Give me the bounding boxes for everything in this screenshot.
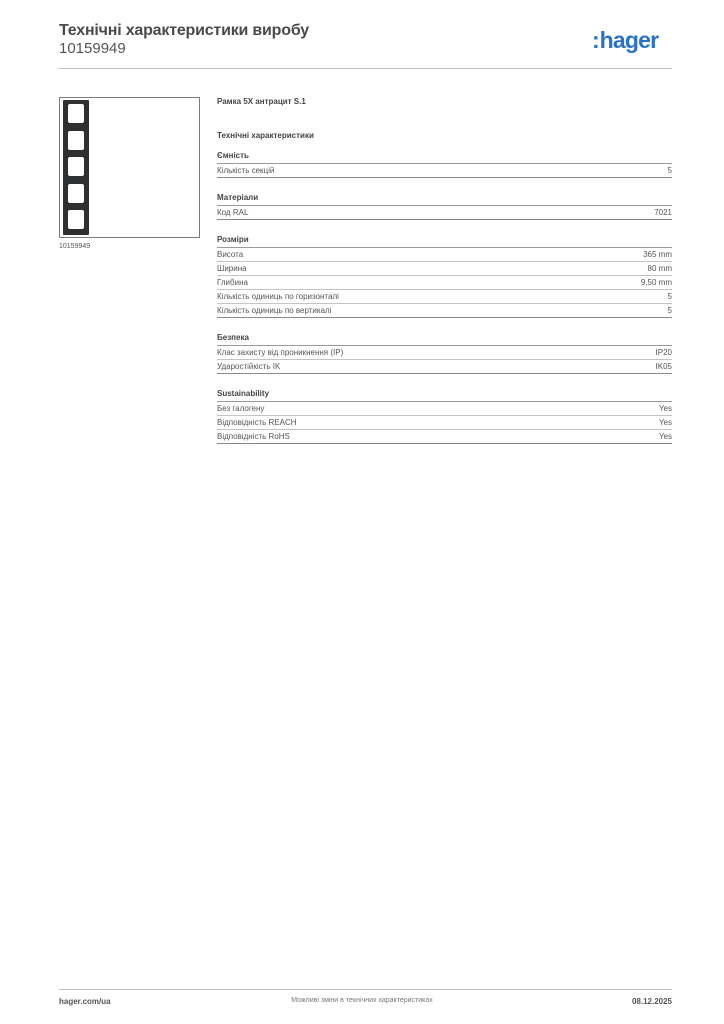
spec-group-title: Розміри — [217, 234, 672, 248]
spec-row — [217, 206, 672, 220]
spec-section — [217, 96, 672, 444]
spec-row — [217, 360, 672, 374]
spec-label: Кількість одиниць по вертикалі — [217, 306, 332, 315]
hager-logo — [592, 29, 658, 52]
spec-group-title: Ємність — [217, 150, 672, 164]
spec-row — [217, 276, 672, 290]
spec-label: Клас захисту від проникнення (IP) — [217, 348, 344, 357]
frame-5x-icon — [63, 100, 89, 235]
product-image — [59, 97, 200, 238]
spec-label: Ударостійкість IK — [217, 362, 281, 371]
spec-value: Yes — [658, 418, 672, 427]
spec-row — [217, 402, 672, 416]
spec-label: Висота — [217, 250, 244, 259]
frame-slot — [68, 184, 84, 203]
frame-slot — [68, 131, 84, 150]
spec-group-title: Матеріали — [217, 192, 672, 206]
spec-value: 9,50 mm — [640, 278, 672, 287]
image-caption: 10159949 — [59, 243, 91, 250]
spec-row — [217, 304, 672, 318]
spec-value: 5 — [667, 292, 672, 301]
footer-disclaimer: Можливі зміни в технічних характеристиках — [291, 997, 433, 1004]
spec-groups — [217, 150, 672, 444]
spec-row — [217, 262, 672, 276]
frame-slot — [68, 104, 84, 123]
spec-row — [217, 164, 672, 178]
spec-label: Код RAL — [217, 208, 249, 217]
spec-row — [217, 416, 672, 430]
spec-value: 7021 — [654, 208, 672, 217]
spec-row — [217, 430, 672, 444]
spec-group-title: Sustainability — [217, 388, 672, 402]
spec-heading: Технічні характеристики — [217, 131, 314, 140]
spec-value: 365 mm — [643, 250, 672, 259]
article-number: 10159949 — [59, 40, 126, 57]
frame-slot — [68, 210, 84, 229]
spec-label: Без галогену — [217, 404, 265, 413]
spec-row — [217, 346, 672, 360]
spec-label: Глибина — [217, 278, 248, 287]
logo-text: hager — [599, 27, 659, 53]
footer-divider — [59, 989, 672, 990]
spec-value: Yes — [658, 404, 672, 413]
spec-label: Відповідність RoHS — [217, 432, 290, 441]
spec-value: 5 — [667, 166, 672, 175]
product-name: Рамка 5X антрацит S.1 — [217, 97, 306, 106]
spec-value: IK05 — [655, 362, 672, 371]
footer-date: 08.12.2025 — [631, 997, 672, 1006]
spec-label: Кількість секцій — [217, 166, 275, 175]
spec-row — [217, 290, 672, 304]
spec-value: IP20 — [655, 348, 672, 357]
spec-value: 80 mm — [647, 264, 672, 273]
spec-label: Ширина — [217, 264, 247, 273]
spec-group-title: Безпека — [217, 332, 672, 346]
spec-label: Відповідність REACH — [217, 418, 297, 427]
header-divider — [59, 68, 672, 69]
spec-label: Кількість одиниць по горизонталі — [217, 292, 339, 301]
logo-dots-icon: : — [592, 27, 600, 53]
spec-row — [217, 248, 672, 262]
spec-value: Yes — [658, 432, 672, 441]
frame-slot — [68, 157, 84, 176]
page-title: Технічні характеристики виробу — [59, 22, 309, 39]
footer-website[interactable]: hager.com/ua — [59, 997, 111, 1006]
spec-value: 5 — [667, 306, 672, 315]
